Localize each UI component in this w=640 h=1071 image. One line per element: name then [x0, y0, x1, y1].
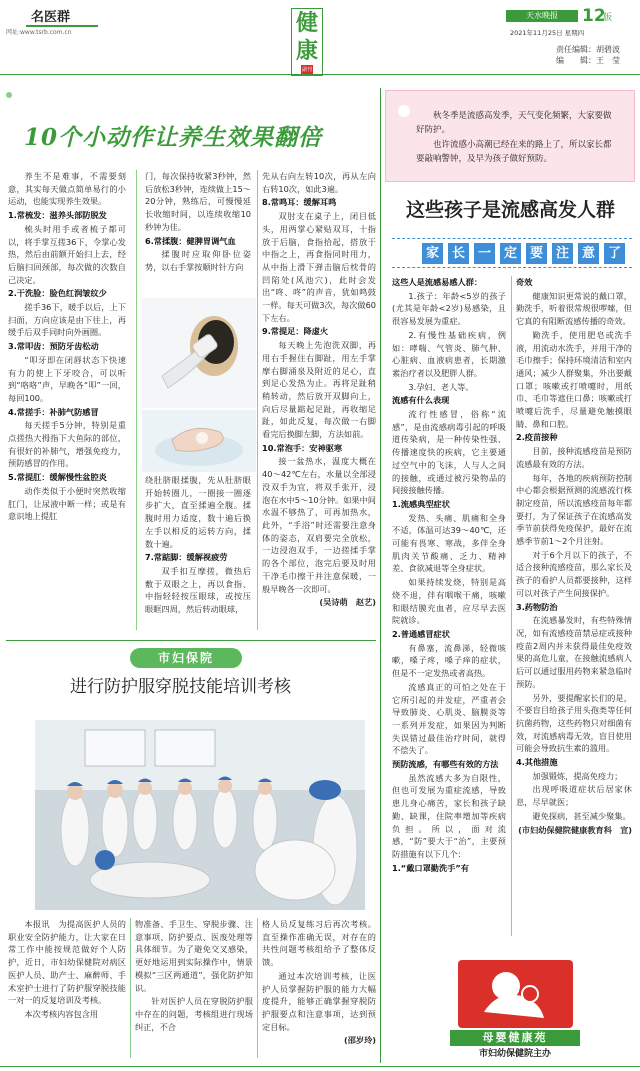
subheading: 这些人是流感易感人群：: [392, 277, 483, 287]
subheading: 1.常梳发：滋养头部防脱发: [8, 210, 107, 221]
paragraph: 在流感暴发时，有些特殊情况，如有流感疫苗禁忌症或接种疫苗2周内并未获得最佳免疫效果的高危儿童，在接触流感病人后可以通过服用药物来紧急临时预防。: [516, 615, 632, 689]
subheading: 6.常揉腹：健脾胃调气血: [145, 235, 236, 246]
subheading: 预防流感，有哪些有效的方法: [392, 759, 499, 770]
page-number: 12: [582, 6, 606, 26]
article-flu-col1: [392, 276, 506, 875]
subheading: 9.常提足：降虚火: [262, 326, 329, 337]
subheading: 10.常泡手：安神驱寒: [262, 442, 343, 453]
paragraph: 动作类似于小便时突然收缩肛门，让尿液中断一样；或是有意识地上提肛: [8, 485, 126, 522]
paragraph: 先从右向左转10次，再从左向右转10次，如此3遍。: [262, 171, 376, 194]
paragraph: 养生不是难事，不需要刻意，其实每天做点简单易行的小运动，也能实现养生效果。: [8, 171, 126, 207]
subheading: 3.药物防治: [516, 601, 558, 612]
article-flu-col2: [516, 276, 632, 837]
notice-line1: 秋冬季是流感高发季，天气变化频繁，大家要做好防护。: [416, 111, 612, 136]
subheading: 1.“戴口罩勤洗手”有: [392, 862, 469, 873]
paragraph: 虽然流感大多为自限性，但也可发展为重症流感，导致患儿身心痛苦，家长和孩子缺勤、缺课，住院率增加等疾病负担。所以，面对流感，“防”要大于“治”，主要预防措施有以下几个：: [392, 772, 506, 859]
paragraph: 格人员反复练习后再次考核。直至操作准确无误，对存在的共性问题考核组给予了整体反馈。: [262, 919, 376, 968]
paragraph: 双手扣互摩搓，微热后敷于双眼之上，再以食指、中指轻轻按压眼球，或按压眼眶四周，然后转动眼球，: [145, 565, 251, 615]
paragraph: 针对医护人员在穿脱防护服中存在的问题，考核组进行现场纠正，不合: [135, 996, 253, 1032]
editor2-name: 王 莹: [596, 56, 620, 65]
subheading: 1.流感典型症状: [392, 498, 450, 509]
paragraph: 勤洗手，使用肥皂或洗手液，用流动水洗手，并用干净的毛巾擦手；保持环境清洁和室内通风；减少人群聚集，外出要戴口罩；咳嗽或打喷嚏时，用纸巾、毛巾等遮住口鼻；咳嗽或打喷嚏后洗手，尽量避免触摸眼睛、鼻和口腔。: [516, 329, 632, 429]
paragraph: 流行性感冒，俗称“流感”，是由流感病毒引起的呼吸道传染病，是一种传染性强、传播速度快的疾病，它主要通过空气中的飞沫，人与人之间的接触，或通过被污染物品的间接接触传播。: [392, 409, 506, 496]
paragraph: 加强锻炼，提高免疫力；: [532, 770, 623, 781]
article-exercise-col1: [8, 170, 126, 524]
column-divider: [380, 88, 381, 1063]
article-exercise-title: 10个小动作让养生效果翻倍: [24, 124, 323, 151]
subheading: 奇效: [516, 277, 533, 287]
article-training-col1: [8, 918, 126, 1022]
paragraph: 物准备、手卫生、穿脱步骤、注意事项、防护要点、医废处理等具体细节。为了避免交叉感染，更好地运用到实际操作中，情景模拟“三区两通道”，强化防护知识。: [135, 919, 253, 993]
paragraph: 本次考核内容包含用: [24, 1008, 99, 1019]
subheading: 4.其他措施: [516, 757, 558, 768]
paragraph: 2.有慢性基础疾病，例如：哮喘、气管炎、肺气肿、心脏病、血液病患者，长期激素治疗者以及肥胖人群。: [392, 329, 506, 378]
article-exercise-col2-bottom: [145, 474, 251, 617]
subheading: 2.普通感冒症状: [392, 628, 450, 639]
masthead-rule: [0, 74, 640, 75]
site-url: 网址:www.tsrb.com.cn: [6, 29, 72, 36]
column-title-box: [291, 8, 323, 76]
notice-line2: 也许流感小高潮已经在来的路上了，所以家长都要敲响警钟，及早为孩子做好预防。: [416, 139, 612, 165]
paragraph: 绕肚脐眼揉腹，先从肚脐眼开始转圈儿，一圈接一圈逐步扩大，直至揉遍全腹。揉腹时用力适度，数十遍后换左手以相反的运转方向，揉数十遍。: [145, 475, 251, 549]
logo-emblem: [458, 960, 573, 1028]
article-exercise-col3: [262, 170, 376, 610]
paragraph: 每天搓手5分钟，特别是重点搓热大拇指下大鱼际的部位，有很好的补肺气，增强免疫力，预防感冒的作用。: [8, 420, 126, 469]
logo-subtext: 市妇幼保健院主办: [478, 1049, 551, 1059]
section-name: 名医群: [31, 10, 71, 25]
mother-child-icon: [458, 960, 573, 1028]
subheading: 7.常踮脚：缓解视疲劳: [145, 552, 228, 563]
subheading: 3.常叩齿：预防牙齿松动: [8, 341, 99, 352]
hands-icon: [142, 410, 256, 472]
paragraph: 本报讯 为提高医护人员的职业安全防护能力，让大家在日常工作中能按规范做好个人防护，近日，市妇幼保健院对病区医护人员、助产士、麻醉师、手术室护士进行了防护服穿脱技能一对一的反复培训及考核。: [8, 919, 126, 1006]
paragraph: 每天晚上先泡洗双脚，再用右手握住右脚趾，用左手掌摩右脚涌泉及附近的足心，直到足心发热为止。再将足趾稍稍转动，然后放开双脚向上，向后尽量踮起足趾，再收缩足趾，如此反复，每次做一右脚看完后换脚左脚，方法如前。: [262, 340, 376, 440]
paragraph: 门，每次保持收紧3秒钟，然后放松3秒钟，连续做上15～20分钟，熟练后，可慢慢延长收缩时间，以连续收缩10秒钟为佳。: [145, 171, 251, 232]
subheading: 8.常鸣耳：缓解耳鸣: [262, 197, 337, 208]
footer-logo: [440, 960, 590, 1065]
paragraph: 对于6个月以下的孩子，不适合接种流感疫苗，那么家长及孩子的看护人员都要接种，这样可以对孩子产生间接保护。: [516, 549, 632, 598]
subheading: 2.疫苗接种: [516, 432, 558, 443]
subheading: 5.常提肛：缓解慢性盆腔炎: [8, 472, 107, 483]
byline: (吴诗萌 赵艺): [319, 597, 376, 608]
byline: (邵岁玲): [343, 1035, 376, 1046]
logo-text: 母婴健康苑: [450, 1030, 580, 1046]
article-training-col3: [262, 918, 376, 1048]
hairbrush-photo: [142, 298, 256, 408]
paragraph: 避免探病，甚至减少聚集。: [532, 810, 631, 821]
paragraph: 发热、头痛、肌痛和全身不适，体温可达39～40℃，还可能有畏寒、寒战，多伴全身肌肉关节酸痛、乏力、精神差、食欲减退等全身症状。: [392, 512, 506, 574]
paragraph: 出现呼吸道症状后居家休息，尽早就医；: [516, 784, 632, 808]
article-exercise: [0, 80, 378, 640]
paragraph: “叩牙即在闭唇状态下快速有力的使上下牙咬合，可以听到“咯咯”声，早晚各“叩”一回，每回100。: [8, 354, 126, 403]
editors: 责任编辑：胡碧波 编 辑：王 莹: [556, 45, 620, 65]
paragraph: 3.孕妇、老人等。: [408, 381, 474, 392]
paragraph: 搓手36下，暖手以后，上下扫面，方向应该是由下往上，再缓手后双手同时向外画圈。: [8, 302, 126, 338]
paragraph: 通过本次培训考核，让医护人员掌握防护服的能力大幅度提升，能够正确掌握穿脱防护服要点和注意事项，达到预定目标。: [262, 970, 376, 1032]
byline: (市妇幼保健院健康教育科 宣): [518, 824, 632, 835]
paragraph: 目前，接种流感疫苗是预防流感最有效的方法。: [516, 446, 632, 469]
masthead: [0, 0, 640, 78]
paragraph: 接一盆热水，温度大概在40～42℃左右，水量以全部浸没双手为宜，将双手张开，浸泡在水中5～10分钟。如果中间水温不够热了，可再加热水，此外，“手浴”时还需要注意身体的姿态，双肩要完全放松，一边浸泡双手，一边搓揉手掌的各个部位，泡完后要及时用干净毛巾擦干并注意保暖，一般早晚各一次即可。: [262, 456, 376, 594]
column-title: 健康: [295, 10, 318, 64]
paragraph: 梳头时用手或者梳子都可以，将手掌互搓36下，令掌心发热，然后由前额开始扫上去，经后脑扫回颈部，每次做的次数自己决定。: [8, 223, 126, 285]
subheading: 4.常搓手：补肺气防感冒: [8, 406, 99, 417]
hairbrush-icon: [142, 298, 256, 408]
article-exercise-col2-top: [145, 170, 251, 275]
article-training-col2: [135, 918, 253, 1034]
article-training: [0, 648, 378, 1066]
paragraph: 有鼻塞，流鼻涕，轻微咳嗽，嗓子疼，嗓子痒的症状，但是不一定发热或者高热。: [392, 642, 506, 679]
paragraph: 揉腹时应取仰卧位姿势，以右手掌按顺时针方向: [145, 249, 251, 272]
paragraph: 另外，要提醒家长们的是，不要盲目给孩子用头孢类等任何抗菌药物，这些药物只对细菌有效，对流感病毒无效，盲目使用可能会导致抗生素的滥用。: [516, 692, 632, 754]
notice-box: [385, 90, 635, 182]
paragraph: 健康知识更常说的戴口罩，勤洗手，听着很常规很啰嗦，但它真的有阻断流感传播的奇效。: [516, 290, 632, 327]
column-stamp: 副刊: [301, 67, 312, 73]
paper-name: 天水晚报: [506, 10, 578, 22]
article-flu: [384, 186, 640, 946]
editor-name: 胡碧波: [596, 45, 620, 54]
paragraph: 双肘支在桌子上，闭目低头，用两掌心紧贴双耳，十指放于后脑，食指拾起，搭放于中指之上，再食指同时用力，从中指上滑下弹击脑后枕骨的凹陷处(风池穴)，此时会发出“咚、咚”的声音，犹如鸣鼓一样。每天可做3次，每次做60下左右。: [262, 211, 376, 323]
weekday-text: 星期四: [564, 29, 585, 37]
article-flu-banner: 家 长 一 定 要 注 意 了: [392, 238, 632, 268]
article-flu-title: 这些孩子是流感高发人群: [406, 199, 616, 221]
page-unit: 版: [603, 13, 613, 23]
date-text: 2021年11月25日: [510, 29, 563, 37]
subheading: 2.干洗脸：脸色红润皱纹少: [8, 288, 107, 299]
training-scene-icon: [35, 720, 365, 910]
paragraph: 流感真正的可怕之处在于它所引起的并发症，严重者会导致肺炎、心肌炎、脑膜炎等一系列并发症，如果因为判断失误错过最佳治疗时间，就得不偿失了。: [392, 681, 506, 756]
paragraph: 每年，各地的疾病预防控制中心都会根据预测的流感流行株制定疫苗，所以流感疫苗每年都要打，为了保证孩子在流感高发季节前获得免疫保护，最好在流感季节前1～2个月注射。: [516, 472, 632, 547]
paragraph: 如果持续发烧，特别是高烧不退，伴有咽喉干痛，咳嗽和眼结膜充血者，应尽早去医院就诊。: [392, 577, 506, 626]
subheading: 流感有什么表现: [392, 395, 450, 406]
section-label-box: [26, 7, 98, 27]
paragraph: 1.孩子：年龄<5岁的孩子(尤其是年龄<2岁)易感染，且很容易发展为重症。: [392, 290, 506, 327]
training-photo: [35, 720, 365, 910]
issue-date: [510, 28, 584, 38]
article-training-title: 进行防护服穿脱技能培训考核: [70, 677, 291, 697]
article-training-tag: 市妇保院: [130, 648, 242, 668]
handwashing-photo: [142, 410, 256, 472]
